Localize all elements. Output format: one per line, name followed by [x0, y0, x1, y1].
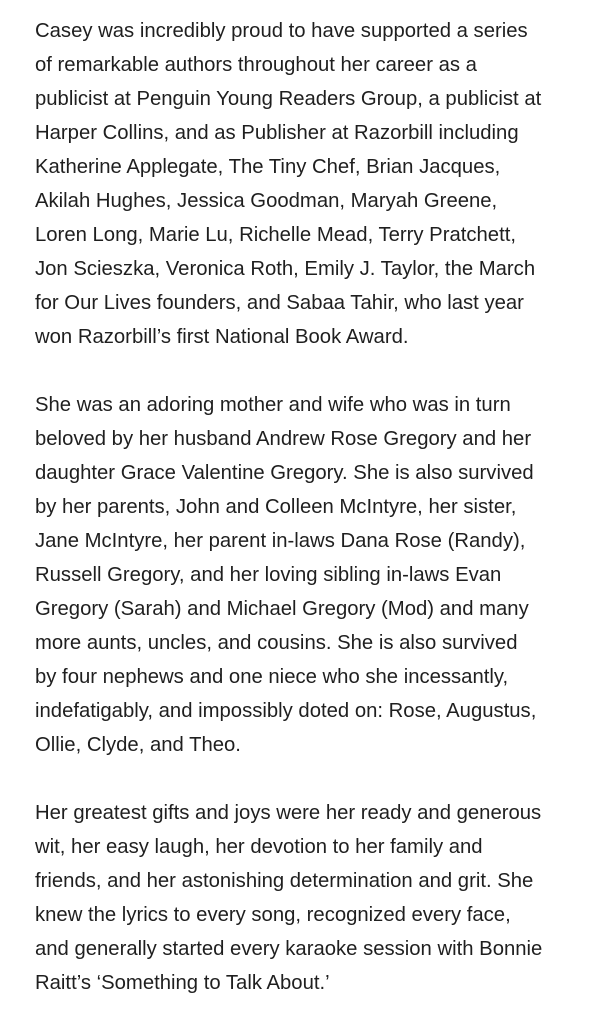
text-line: Ollie, Clyde, and Theo. [35, 734, 241, 756]
text-line: by four nephews and one niece who she incessantly, [35, 666, 509, 688]
text-line: Jane McIntyre, her parent in-laws Dana Rose (Randy), [35, 530, 526, 552]
text-line: Harper Collins, and as Publisher at Razorbill including [35, 122, 519, 144]
text-line: Gregory (Sarah) and Michael Gregory (Mod) and many [35, 598, 529, 620]
text-line: Casey was incredibly proud to have supported a series [35, 20, 528, 42]
text-line: knew the lyrics to every song, recognized every face, [35, 904, 511, 926]
text-line: Katherine Applegate, The Tiny Chef, Brian Jacques, [35, 156, 501, 178]
text-line: Jon Scieszka, Veronica Roth, Emily J. Taylor, the March [35, 258, 536, 280]
paragraph-career [35, 14, 598, 354]
text-line: Her greatest gifts and joys were her ready and generous [35, 802, 542, 824]
text-line: won Razorbill’s first National Book Award. [35, 326, 409, 348]
text-line: Russell Gregory, and her loving sibling in-laws Evan [35, 564, 502, 586]
paragraph-family [35, 388, 598, 762]
text-line: and generally started every karaoke session with Bonnie [35, 938, 543, 960]
text-line: Loren Long, Marie Lu, Richelle Mead, Terry Pratchett, [35, 224, 516, 246]
text-line: Akilah Hughes, Jessica Goodman, Maryah Greene, [35, 190, 498, 212]
text-line: by her parents, John and Colleen McIntyre, her sister, [35, 496, 517, 518]
text-line: beloved by her husband Andrew Rose Gregory and her [35, 428, 532, 450]
text-line: Raitt’s ‘Something to Talk About.’ [35, 972, 330, 994]
text-line: indefatigably, and impossibly doted on: Rose, Augustus, [35, 700, 537, 722]
text-line: publicist at Penguin Young Readers Group, a publicist at [35, 88, 542, 110]
text-line: friends, and her astonishing determination and grit. She [35, 870, 534, 892]
text-line: wit, her easy laugh, her devotion to her family and [35, 836, 483, 858]
paragraph-gifts [35, 796, 598, 1000]
text-line: more aunts, uncles, and cousins. She is also survived [35, 632, 518, 654]
text-line: She was an adoring mother and wife who was in turn [35, 394, 511, 416]
text-line: for Our Lives founders, and Sabaa Tahir, who last year [35, 292, 524, 314]
text-line: daughter Grace Valentine Gregory. She is also survived [35, 462, 534, 484]
text-line: of remarkable authors throughout her career as a [35, 54, 477, 76]
